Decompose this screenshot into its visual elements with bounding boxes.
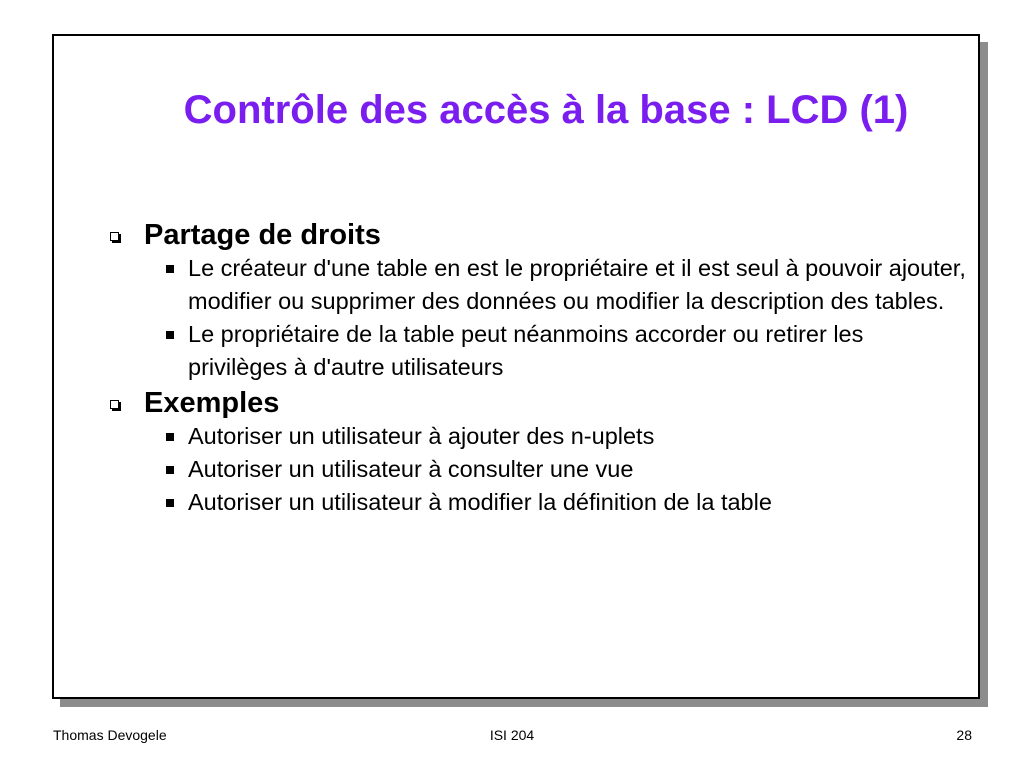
list-item-text: Autoriser un utilisateur à modifier la définition de la table xyxy=(188,489,772,515)
hollow-square-bullet-icon xyxy=(110,232,119,241)
list-item-text: Autoriser un utilisateur à consulter une vue xyxy=(188,456,634,482)
slide-title: Contrôle des accès à la base : LCD (1) xyxy=(183,88,909,132)
filled-square-bullet-icon xyxy=(166,433,174,441)
section-heading-exemples xyxy=(108,386,968,420)
section-heading-partage xyxy=(108,218,968,252)
list-item xyxy=(108,420,968,453)
footer-course: ISI 204 xyxy=(489,727,535,743)
list-item-text: Le propriétaire de la table peut néanmoins accorder ou retirer les privilèges à d'autre utilisateurs xyxy=(188,321,864,380)
slide-content xyxy=(108,216,968,519)
list-item-text: Autoriser un utilisateur à ajouter des n-uplets xyxy=(188,423,655,449)
filled-square-bullet-icon xyxy=(166,499,174,507)
hollow-square-bullet-icon xyxy=(110,400,119,409)
filled-square-bullet-icon xyxy=(166,466,174,474)
footer-author: Thomas Devogele xyxy=(53,727,167,743)
slide-frame xyxy=(52,34,980,699)
list-item xyxy=(108,453,968,486)
list-item xyxy=(108,252,968,318)
filled-square-bullet-icon xyxy=(166,331,174,339)
footer-page-number: 28 xyxy=(956,727,972,743)
section-heading-label: Exemples xyxy=(144,387,280,419)
list-item xyxy=(108,486,968,519)
filled-square-bullet-icon xyxy=(166,265,174,273)
list-item xyxy=(108,318,968,384)
section-heading-label: Partage de droits xyxy=(144,219,381,251)
list-item-text: Le créateur d'une table en est le propriétaire et il est seul à pouvoir ajouter, modifier ou supprimer des données ou modifier la description des tables. xyxy=(188,255,966,314)
